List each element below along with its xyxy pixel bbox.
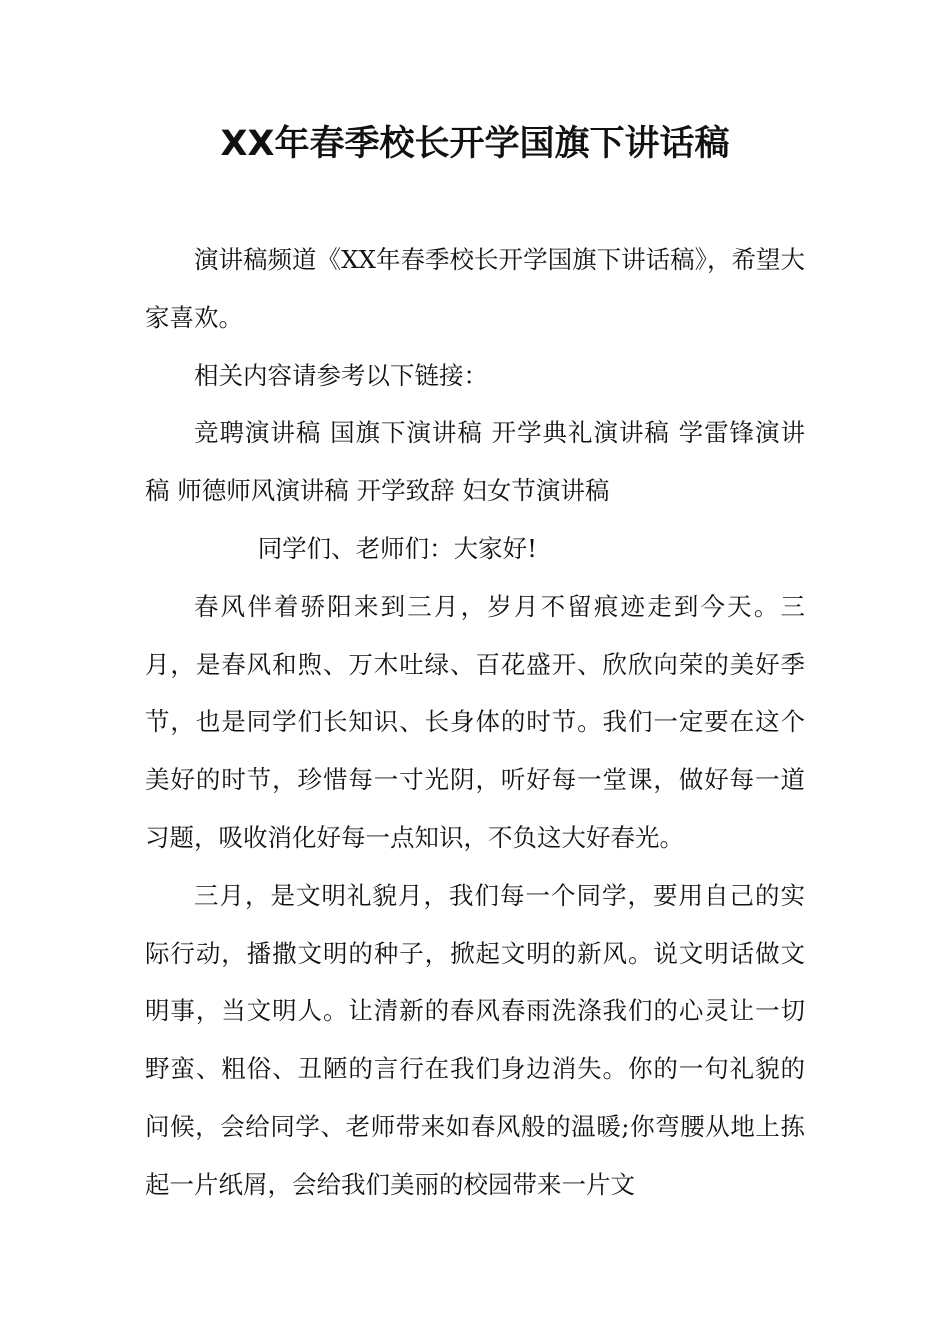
document-body — [145, 231, 805, 1214]
intro-paragraph: 演讲稿频道《XX年春季校长开学国旗下讲话稿》，希望大家喜欢。 — [145, 245, 805, 332]
body-paragraph-spring: 春风伴着骄阳来到三月，岁月不留痕迹走到今天。三月，是春风和煦、万木吐绿、百花盛开、欣欣向荣的美好季节，也是同学们长知识、长身体的时节。我们一定要在这个美好的时节，珍惜每一寸光阴，听好每一堂课，做好每一道习题，吸收消化好每一点知识，不负这大好春光。 — [145, 591, 805, 852]
document-title: XX年春季校长开学国旗下讲话稿 — [220, 124, 730, 164]
related-links-list: 竞聘演讲稿 国旗下演讲稿 开学典礼演讲稿 学雷锋演讲稿 师德师风演讲稿 开学致辞 妇女节演讲稿 — [145, 418, 805, 506]
related-links-label: 相关内容请参考以下链接： — [194, 360, 488, 390]
body-paragraph-civility: 三月，是文明礼貌月，我们每一个同学，要用自己的实际行动，播撒文明的种子，掀起文明的新风。说文明话做文明事，当文明人。让清新的春风春雨洗涤我们的心灵让一切野蛮、粗俗、丑陋的言行在我们身边消失。你的一句礼貌的问候，会给同学、老师带来如春风般的温暖;你弯腰从地上拣起一片纸屑，会给我们美丽的校园带来一片文 — [145, 880, 805, 1199]
greeting-paragraph: 同学们、老师们：大家好! — [257, 533, 538, 563]
